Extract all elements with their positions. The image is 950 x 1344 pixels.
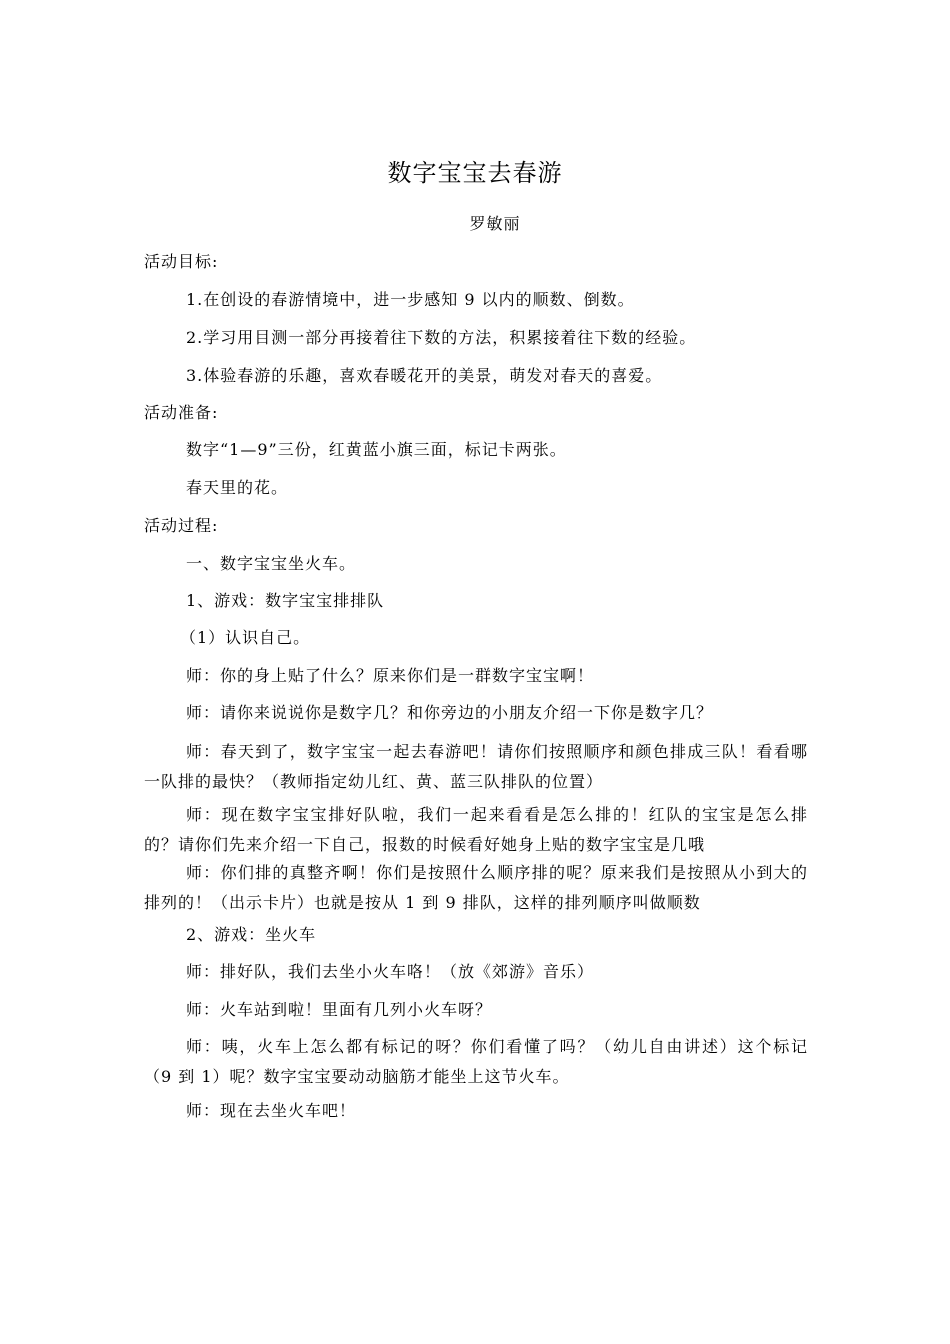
preparation-heading: 活动准备: xyxy=(144,403,219,422)
process-line-7: 师：排好队，我们去坐小火车咯！（放《郊游》音乐） xyxy=(186,962,595,981)
process-line-6: 2、游戏：坐火车 xyxy=(186,925,317,944)
preparation-item-2: 春天里的花。 xyxy=(186,478,289,497)
process-paragraph-3: 师：你们排的真整齐啊！你们是按照什么顺序排的呢？原来我们是按照从小到大的排列的！（出示卡片）也就是按从 1 到 9 排队，这样的排列顺序叫做顺数 xyxy=(144,863,808,912)
process-line-8: 师：火车站到啦！里面有几列小火车呀？ xyxy=(186,1000,493,1019)
goal-item-2: 2.学习用目测一部分再接着往下数的方法，积累接着往下数的经验。 xyxy=(186,328,697,347)
document-author: 罗敏丽 xyxy=(469,214,521,233)
process-paragraph-1: 师：春天到了，数字宝宝一起去春游吧！请你们按照顺序和颜色排成三队！看看哪一队排的最快？（教师指定幼儿红、黄、蓝三队排队的位置） xyxy=(144,742,808,791)
document-title: 数字宝宝去春游 xyxy=(387,159,563,187)
goal-item-3: 3.体验春游的乐趣，喜欢春暖花开的美景，萌发对春天的喜爱。 xyxy=(186,366,663,385)
process-line-4: 师：你的身上贴了什么？原来你们是一群数字宝宝啊！ xyxy=(186,666,595,685)
process-line-1: 一、数字宝宝坐火车。 xyxy=(186,554,357,573)
process-paragraph-4: 师：咦，火车上怎么都有标记的呀？你们看懂了吗？（幼儿自由讲述）这个标记（9 到 1）呢？数字宝宝要动动脑筋才能坐上这节火车。 xyxy=(144,1037,808,1086)
process-line-5: 师：请你来说说你是数字几？和你旁边的小朋友介绍一下你是数字几？ xyxy=(186,703,714,722)
process-line-2: 1、游戏：数字宝宝排排队 xyxy=(186,591,385,610)
process-heading: 活动过程: xyxy=(144,516,219,535)
preparation-item-1: 数字“1—9”三份，红黄蓝小旗三面，标记卡两张。 xyxy=(186,440,567,459)
goals-heading: 活动目标: xyxy=(144,252,219,271)
goal-item-1: 1.在创设的春游情境中，进一步感知 9 以内的顺数、倒数。 xyxy=(186,290,635,309)
process-paragraph-2: 师：现在数字宝宝排好队啦，我们一起来看看是怎么排的！红队的宝宝是怎么排的？请你们先来介绍一下自己，报数的时候看好她身上贴的数字宝宝是几哦 xyxy=(144,805,808,854)
process-last-line: 师：现在去坐火车吧！ xyxy=(186,1101,357,1120)
process-line-3: （1）认识自己。 xyxy=(180,628,311,647)
